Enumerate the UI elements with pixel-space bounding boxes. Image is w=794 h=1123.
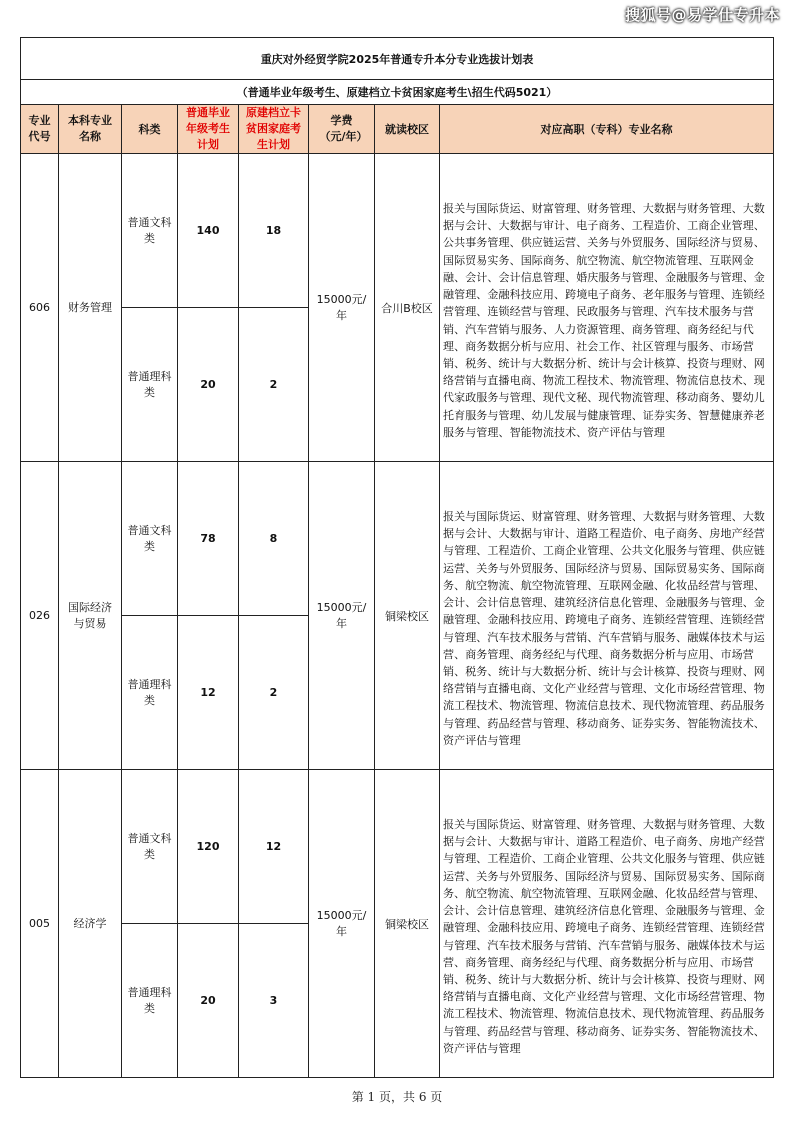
related-majors: 报关与国际货运、财富管理、财务管理、大数据与财务管理、大数据与会计、大数据与审计、电子商务、工程造价、工商企业管理、公共事务管理、供应链运营、关务与外贸服务、国际经济与贸易、国际贸易实务、国际商务、航空物流、航空物流管理、互联网金融、会计、会计信息管理、婚庆服务与管理、金融服务与管理、金融管理、金融科技应用、跨境电子商务、老年服务与管理、连锁经营管理、连锁经营与管理、民政服务与管理、汽车技术服务与营销、汽车营销与服务、人力资源管理、商务管理、商务经纪与代理、商务数据分析与应用、社会工作、社区管理与服务、市场营销、税务、统计与大数据分析、统计与会计核算、投资与理财、网络营销与直播电商、物流工程技术、物流管理、物流信息技术、现代家政服务与管理、现代文秘、现代物流管理、移动商务、婴幼儿托育服务与管理、幼儿发展与健康管理、证券实务、智慧健康养老服务与管理、智能物流技术、资产评估与管理	[440, 154, 774, 462]
poverty-plan-count: 8	[239, 462, 309, 616]
subject-type: 普通理科类	[122, 924, 178, 1078]
subject-type: 普通文科类	[122, 770, 178, 924]
normal-plan-count: 20	[178, 924, 239, 1078]
poverty-plan-count: 2	[239, 308, 309, 462]
related-majors: 报关与国际货运、财富管理、财务管理、大数据与财务管理、大数据与会计、大数据与审计、道路工程造价、电子商务、房地产经营与管理、工程造价、工商企业管理、公共文化服务与管理、供应链运营、关务与外贸服务、国际经济与贸易、国际贸易实务、国际商务、航空物流、航空物流管理、互联网金融、化妆品经营与管理、会计、会计信息管理、建筑经济信息化管理、金融服务与管理、金融管理、金融科技应用、跨境电子商务、连锁经营管理、连锁经营与管理、汽车技术服务与营销、汽车营销与服务、融媒体技术与运营、商务管理、商务经纪与代理、商务数据分析与应用、市场营销、税务、统计与大数据分析、统计与会计核算、投资与理财、网络营销与直播电商、文化产业经营与管理、文化市场经营管理、物流工程技术、物流管理、物流信息技术、现代物流管理、药品服务与管理、药品经营与管理、移动商务、证券实务、智能物流技术、资产评估与管理	[440, 462, 774, 770]
poverty-plan-count: 2	[239, 616, 309, 770]
normal-plan-count: 12	[178, 616, 239, 770]
table-row	[21, 770, 774, 924]
major-name: 经济学	[59, 770, 122, 1078]
campus: 铜梁校区	[375, 462, 440, 770]
normal-plan-count: 78	[178, 462, 239, 616]
poverty-plan-count: 3	[239, 924, 309, 1078]
header-normal-plan: 普通毕业年级考生计划	[178, 105, 239, 154]
tuition: 15000元/年	[309, 770, 375, 1078]
major-name: 国际经济与贸易	[59, 462, 122, 770]
header-campus: 就读校区	[375, 105, 440, 154]
table-title: 重庆对外经贸学院2025年普通专升本分专业选拔计划表	[21, 38, 774, 80]
campus: 合川B校区	[375, 154, 440, 462]
header-code: 专业代号	[21, 105, 59, 154]
tuition: 15000元/年	[309, 154, 375, 462]
major-code: 005	[21, 770, 59, 1078]
normal-plan-count: 120	[178, 770, 239, 924]
major-code: 606	[21, 154, 59, 462]
watermark-text: 搜狐号@易学仕专升本	[624, 6, 780, 24]
subject-type: 普通理科类	[122, 308, 178, 462]
table-subtitle: （普通毕业年级考生、原建档立卡贫困家庭考生\招生代码5021）	[21, 80, 774, 105]
campus: 铜梁校区	[375, 770, 440, 1078]
subject-type: 普通文科类	[122, 462, 178, 616]
header-major: 本科专业名称	[59, 105, 122, 154]
tuition: 15000元/年	[309, 462, 375, 770]
header-poverty-plan: 原建档立卡贫困家庭考生计划	[239, 105, 309, 154]
subject-type: 普通理科类	[122, 616, 178, 770]
header-related-majors: 对应高职（专科）专业名称	[440, 105, 774, 154]
header-tuition: 学费（元/年）	[309, 105, 375, 154]
table-row	[21, 462, 774, 616]
major-name: 财务管理	[59, 154, 122, 462]
header-subject: 科类	[122, 105, 178, 154]
page-number: 第 1 页，共 6 页	[351, 1090, 443, 1104]
major-code: 026	[21, 462, 59, 770]
normal-plan-count: 140	[178, 154, 239, 308]
related-majors: 报关与国际货运、财富管理、财务管理、大数据与财务管理、大数据与会计、大数据与审计、道路工程造价、电子商务、房地产经营与管理、工程造价、工商企业管理、公共文化服务与管理、供应链运营、关务与外贸服务、国际经济与贸易、国际贸易实务、国际商务、航空物流、航空物流管理、互联网金融、化妆品经营与管理、会计、会计信息管理、建筑经济信息化管理、金融服务与管理、金融管理、金融科技应用、跨境电子商务、连锁经营管理、连锁经营与管理、汽车技术服务与营销、汽车营销与服务、融媒体技术与运营、商务管理、商务经纪与代理、商务数据分析与应用、市场营销、税务、统计与大数据分析、统计与会计核算、投资与理财、网络营销与直播电商、文化产业经营与管理、文化市场经营管理、物流工程技术、物流管理、物流信息技术、现代物流管理、药品服务与管理、药品经营与管理、移动商务、证券实务、智能物流技术、资产评估与管理	[440, 770, 774, 1078]
poverty-plan-count: 18	[239, 154, 309, 308]
poverty-plan-count: 12	[239, 770, 309, 924]
normal-plan-count: 20	[178, 308, 239, 462]
subject-type: 普通文科类	[122, 154, 178, 308]
table-row	[21, 154, 774, 308]
plan-table	[20, 37, 774, 1078]
